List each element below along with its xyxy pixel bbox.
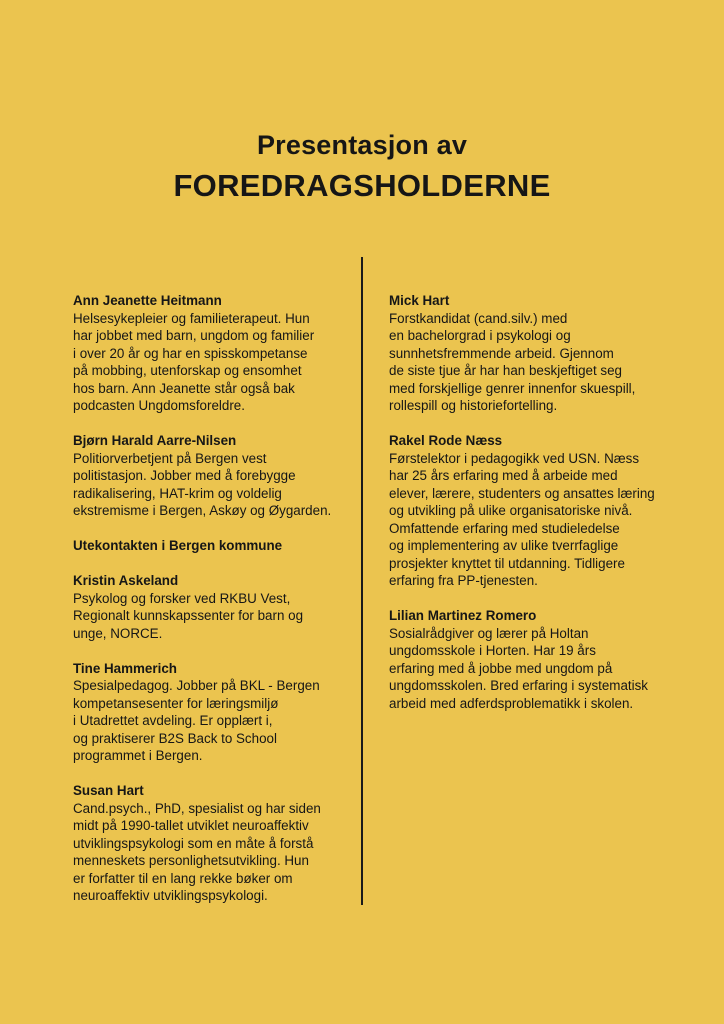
speaker-bio-line: radikalisering, HAT-krim og voldelig xyxy=(73,485,282,501)
right-speaker-column xyxy=(389,292,679,730)
speaker-bio-line: og utvikling på ulike organisatoriske nivå. xyxy=(389,503,633,518)
speaker-bio-line: i Utadrettet avdeling. Er opplært i, xyxy=(73,713,273,728)
speaker-bio-line: ekstremisme i Bergen, Askøy og Øygarden. xyxy=(73,503,332,518)
speaker-bio-line: unge, NORCE. xyxy=(73,625,163,641)
speaker-bio-line: erfaring fra PP-tjenesten. xyxy=(389,573,538,588)
speaker-bio-line: og implementering av ulike tverrfaglige xyxy=(389,538,619,553)
speaker-entry xyxy=(73,782,345,905)
speaker-bio-line: har jobbet med barn, ungdom og familier xyxy=(73,328,315,343)
speaker-entry xyxy=(73,660,345,765)
speaker-bio-line: Førstelektor i pedagogikk ved USN. Næss xyxy=(389,450,640,466)
speaker-bio-line: midt på 1990-tallet utviklet neuroaffektiv xyxy=(73,818,309,833)
speaker-bio-line: de siste tjue år har han beskjeftiget seg xyxy=(389,363,622,378)
speaker-bio-line: i over 20 år og har en spisskompetanse xyxy=(73,345,308,361)
column-divider xyxy=(361,257,363,905)
speaker-bio-line: podcasten Ungdomsforeldre. xyxy=(73,398,245,413)
speaker-bio-line: arbeid med adferdsproblematikk i skolen. xyxy=(389,695,634,711)
speaker-name: Lilian Martinez Romero xyxy=(389,608,537,623)
speaker-name: Utekontakten i Bergen kommune xyxy=(73,538,283,553)
speaker-bio-line: elever, lærere, studenters og ansattes læring xyxy=(389,485,655,501)
speaker-bio-line: ungdomsskolen. Bred erfaring i systematisk xyxy=(389,678,648,693)
speaker-name: Kristin Askeland xyxy=(73,573,179,588)
speaker-name: Rakel Rode Næss xyxy=(389,433,503,448)
speaker-entry xyxy=(73,432,345,520)
speaker-bio-line: Regionalt kunnskapssenter for barn og xyxy=(73,608,304,623)
speaker-entry xyxy=(389,292,679,415)
speaker-name: Mick Hart xyxy=(389,293,450,308)
speaker-bio-line: en bachelorgrad i psykologi og xyxy=(389,328,571,343)
speaker-bio-line: på mobbing, utenforskap og ensomhet xyxy=(73,363,302,378)
speaker-bio-line: er forfatter til en lang rekke bøker om xyxy=(73,870,293,886)
speaker-entry xyxy=(73,572,345,642)
speaker-bio-line: neuroaffektiv utviklingspsykologi. xyxy=(73,888,268,903)
speaker-entry xyxy=(389,607,679,712)
speaker-bio-line: politistasjon. Jobber med å forebygge xyxy=(73,468,296,483)
speaker-name: Ann Jeanette Heitmann xyxy=(73,293,222,308)
speaker-bio-line: Spesialpedagog. Jobber på BKL - Bergen xyxy=(73,678,320,693)
speaker-bio-line: Forstkandidat (cand.silv.) med xyxy=(389,310,568,326)
speaker-bio-line: hos barn. Ann Jeanette står også bak xyxy=(73,380,295,396)
speaker-bio-line: utviklingspsykologi som en måte å forstå xyxy=(73,835,314,851)
speaker-bio-line: og praktiserer B2S Back to School xyxy=(73,730,277,746)
speaker-name: Bjørn Harald Aarre-Nilsen xyxy=(73,433,237,448)
speaker-bio-line: ungdomsskole i Horten. Har 19 års xyxy=(389,643,596,658)
speaker-bio-line: programmet i Bergen. xyxy=(73,748,203,763)
speaker-bio-line: Omfattende erfaring med studieledelse xyxy=(389,520,620,536)
left-speaker-column xyxy=(73,292,345,922)
page-subtitle: Presentasjon av xyxy=(256,130,468,160)
speaker-bio-line: erfaring med å jobbe med ungdom på xyxy=(389,660,613,676)
speaker-bio-line: Psykolog og forsker ved RKBU Vest, xyxy=(73,590,291,606)
speaker-name: Susan Hart xyxy=(73,783,144,798)
speaker-bio-line: sunnhetsfremmende arbeid. Gjennom xyxy=(389,345,614,361)
speaker-bio-line: rollespill og historiefortelling. xyxy=(389,398,558,413)
speaker-bio-line: Politiorverbetjent på Bergen vest xyxy=(73,450,267,466)
speaker-bio-line: Helsesykepleier og familieterapeut. Hun xyxy=(73,310,310,326)
page-title: FOREDRAGSHOLDERNE xyxy=(173,168,551,203)
speaker-entry xyxy=(73,292,345,415)
speaker-name: Tine Hammerich xyxy=(73,660,177,676)
speaker-bio-line: med forskjellige genrer innenfor skuespill, xyxy=(389,380,636,396)
speaker-bio-line: Sosialrådgiver og lærer på Holtan xyxy=(389,625,589,641)
speaker-entry xyxy=(389,432,679,590)
speaker-bio-line: har 25 års erfaring med å arbeide med xyxy=(389,468,618,483)
speaker-bio-line: prosjekter knyttet til utdanning. Tidligere xyxy=(389,555,625,571)
speaker-bio-line: Cand.psych., PhD, spesialist og har siden xyxy=(73,800,321,816)
speaker-bio-line: kompetansesenter for læringsmiljø xyxy=(73,695,279,711)
speaker-bio-line: menneskets personlighetsutvikling. Hun xyxy=(73,853,309,868)
speaker-entry xyxy=(73,537,345,555)
